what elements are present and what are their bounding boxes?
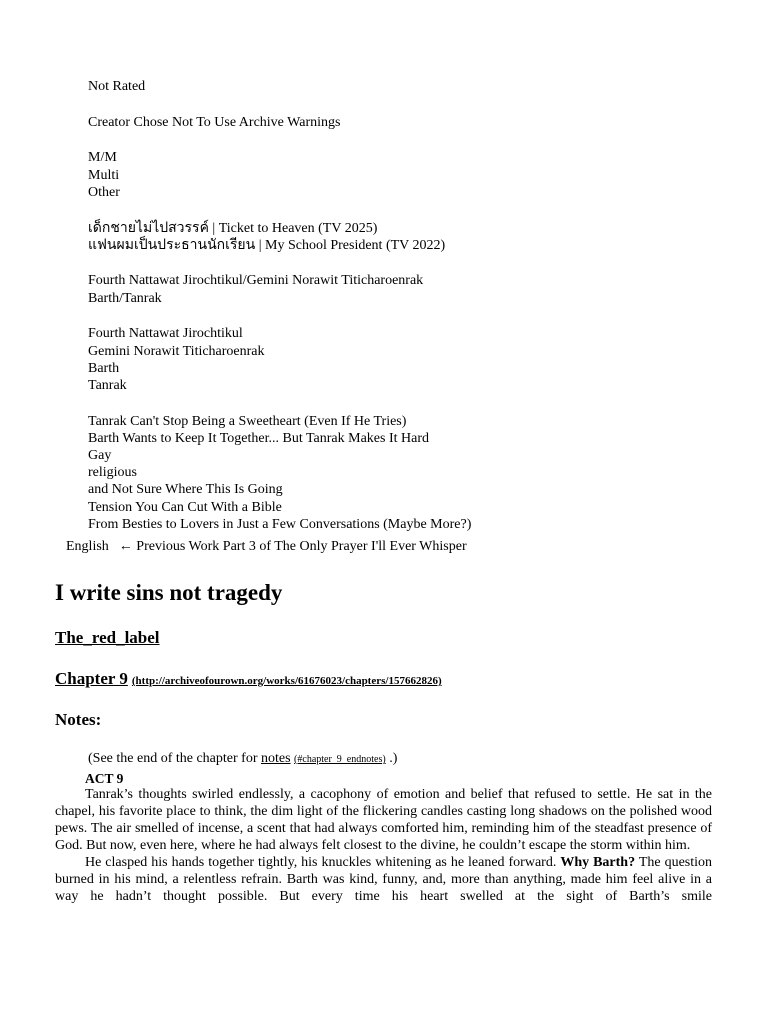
paragraph-text: The question burned in his mind, a relentless refrain. Barth was kind, funny, and, more than anything, made him feel alive in a way he hadn’t thought possible. But every time his heart swelled at the sight of Barth’s smile (55, 855, 713, 904)
endnotes-link[interactable]: notes (260, 751, 291, 766)
freeform-tag[interactable]: and Not Sure Where This Is Going (88, 482, 283, 498)
author-link[interactable]: The_red_label (55, 628, 160, 647)
notes-prefix: (See the end of the chapter for (88, 751, 258, 766)
work-title: I write sins not tragedy (55, 580, 283, 605)
work-metadata (88, 78, 748, 552)
freeform-tag[interactable]: Gay (88, 448, 112, 464)
rating[interactable]: Not Rated (88, 79, 146, 94)
chapter-heading (55, 668, 442, 692)
paragraph (55, 854, 712, 905)
fandom-tag[interactable]: เด็กชายไม่ไปสวรรค์ | Ticket to Heaven (TV 2025) (88, 220, 378, 236)
emphasis-text: Why Barth? (560, 855, 636, 870)
relationship-tag[interactable]: Barth/Tanrak (88, 290, 162, 306)
character-tag[interactable]: Barth (88, 360, 120, 376)
notes-line (88, 750, 397, 769)
language-series-row (66, 538, 467, 555)
character-tag[interactable]: Fourth Nattawat Jirochtikul (88, 326, 243, 342)
paragraph: Tanrak’s thoughts swirled endlessly, a cacophony of emotion and belief that refused to settle. He sat in the chapel, his favorite place to think, the dim light of the flickering candles casting long shadows on the polished wood pews. The air smelled of incense, a scent that had always comforted him, reminding him of the steadfast presence of God. But now, even here, where he had always felt closest to the divine, he couldn’t escape the storm within him. (55, 787, 712, 853)
categories-group (88, 149, 748, 201)
fandom-tag[interactable]: แฟนผมเป็นประธานนักเรียน | My School President (TV 2022) (88, 237, 446, 253)
notes-heading: Notes: (55, 710, 102, 729)
category-tag[interactable]: Multi (88, 167, 120, 183)
relationships-group (88, 272, 748, 306)
warnings-group (88, 114, 748, 131)
freeform-tag[interactable]: Barth Wants to Keep It Together... But Tanrak Makes It Hard (88, 430, 430, 446)
chapter-title-link[interactable]: Chapter 9 (55, 669, 128, 688)
characters-group (88, 325, 748, 394)
category-tag[interactable]: M/M (88, 150, 117, 166)
freeform-tag[interactable]: Tension You Can Cut With a Bible (88, 499, 282, 515)
chapter-text (55, 786, 712, 905)
notes-suffix: .) (389, 751, 398, 766)
freeform-tags-group (88, 413, 748, 533)
category-tag[interactable]: Other (88, 184, 120, 200)
character-tag[interactable]: Tanrak (88, 377, 127, 393)
freeform-tag[interactable]: Tanrak Can't Stop Being a Sweetheart (Even If He Tries) (88, 413, 407, 429)
series-previous-link[interactable]: ← Previous Work Part 3 of The Only Prayer I'll Ever Whisper (118, 539, 467, 554)
language: English (66, 539, 109, 554)
archive-warning[interactable]: Creator Chose Not To Use Archive Warnings (88, 114, 341, 130)
character-tag[interactable]: Gemini Norawit Titicharoenrak (88, 343, 265, 359)
endnotes-anchor[interactable]: (#chapter_9_endnotes) (294, 754, 386, 765)
fandoms-group (88, 220, 748, 254)
rating-group (88, 78, 748, 95)
freeform-tag[interactable]: religious (88, 465, 137, 481)
chapter-url[interactable]: (http://archiveofourown.org/works/61676023/chapters/157662826) (131, 675, 442, 687)
freeform-tag[interactable]: From Besties to Lovers in Just a Few Conversations (Maybe More?) (88, 516, 472, 532)
relationship-tag[interactable]: Fourth Nattawat Jirochtikul/Gemini Norawit Titicharoenrak (88, 273, 424, 289)
paragraph-text: He clasped his hands together tightly, his knuckles whitening as he leaned forward. (85, 855, 557, 870)
act-heading: ACT 9 (85, 771, 124, 786)
